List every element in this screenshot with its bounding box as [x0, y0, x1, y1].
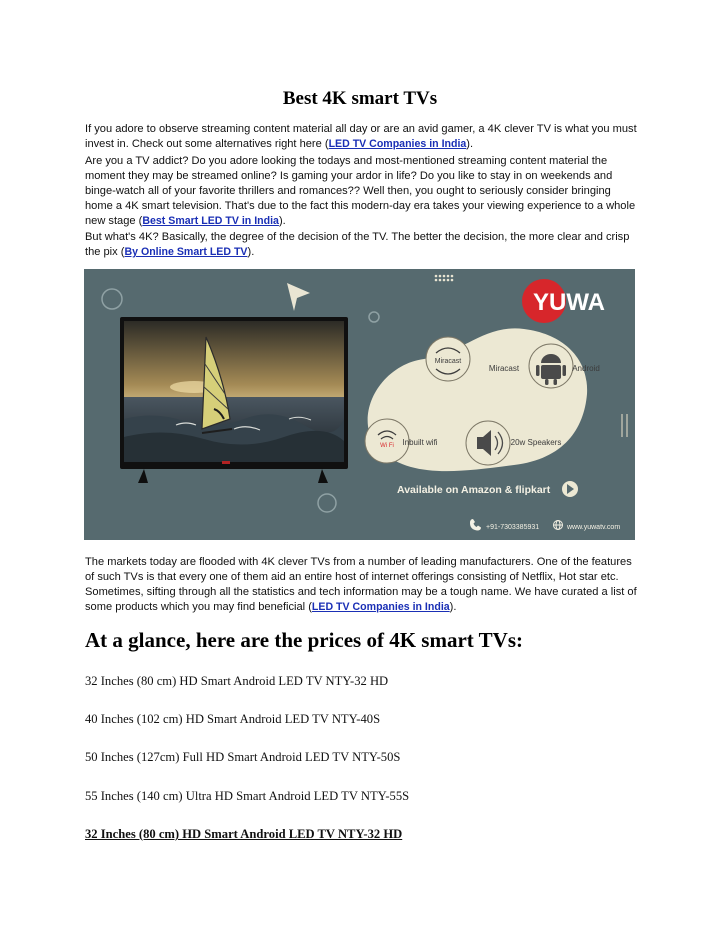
tv-32-subheading: 32 Inches (80 cm) HD Smart Android LED TV NTY-32 HD — [85, 827, 403, 841]
phone-icon — [470, 519, 481, 531]
best-smart-led-tv-link[interactable]: Best Smart LED TV in India — [142, 215, 279, 228]
what-4k-text: But what's 4K? Basically, the degree of the decision of the TV. The better the decision, the more clear and crisp the pix ( — [85, 231, 630, 259]
intro-close: ). — [466, 138, 474, 151]
availability-text: Available on Amazon & flipkart — [397, 484, 551, 496]
addict-close: ). — [278, 215, 286, 228]
android-label: Android — [572, 364, 600, 373]
tv-item-50: 50 Inches (127cm) Full HD Smart Android LED TV NTY-50S — [85, 750, 401, 764]
wifi-label: Inbuilt wifi — [402, 438, 438, 447]
what-4k-close: ). — [247, 246, 255, 259]
website: www.yuwatv.com — [567, 524, 621, 531]
miracast-badge: Miracast — [434, 358, 462, 365]
prices-heading: At a glance, here are the prices of 4K smart TVs: — [85, 628, 523, 652]
deco-circle-1 — [102, 289, 122, 309]
tv-item-40: 40 Inches (102 cm) HD Smart Android LED TV NTY-40S — [85, 712, 381, 726]
by-online-smart-led-tv-link[interactable]: By Online Smart LED TV — [124, 246, 248, 259]
tv-illustration — [120, 317, 348, 483]
phone-number: +91-7303385931 — [486, 524, 540, 531]
banner-graphic — [84, 269, 635, 540]
intro-paragraph — [85, 122, 637, 152]
miracast-label: Miracast — [488, 364, 520, 373]
deco-circle-3 — [318, 494, 336, 512]
deco-vertical-lines — [622, 414, 627, 437]
deco-arrow-icon — [287, 283, 310, 311]
yuwa-tv-banner — [84, 269, 635, 540]
led-tv-companies-link-2[interactable]: LED TV Companies in India — [311, 601, 450, 614]
deco-circle-2 — [369, 312, 379, 322]
markets-close: ). — [449, 601, 457, 614]
intro-text: If you adore to observe streaming content material all day or are an avid gamer, a 4K clever TV is what you must invest in. Check out some alternatives right here ( — [85, 123, 637, 151]
wifi-badge: Wi Fi — [380, 443, 394, 449]
led-tv-companies-link[interactable]: LED TV Companies in India — [328, 138, 467, 151]
addict-text: Are you a TV addict? Do you adore looking the todays and most-mentioned streaming content material the moment they may be streamed online? Is gaming your ardor in life? Do you like to stay in on weekends and binge-watch all of your favorite thrillers and romances?? Well then, you ought to seriously consider bringing home a 4K smart television. That's due to the fact this modern-day era takes your viewing experience to a whole new stage ( — [85, 155, 636, 228]
deco-dots — [435, 275, 454, 282]
markets-text: The markets today are flooded with 4K clever TVs from a number of leading manufacturers. One of the features of such TVs is that every one of them aid an entire host of internet offerings consisting of Netflix, Hot star etc. Sometimes, sifting through all the statistics and tech information may be a tough name. We have curated a list of some products which you may find beneficial ( — [85, 556, 637, 614]
brand-name: YUWA — [533, 289, 605, 316]
globe-icon — [554, 521, 563, 530]
markets-paragraph — [85, 555, 637, 615]
tv-item-32: 32 Inches (80 cm) HD Smart Android LED TV NTY-32 HD — [85, 674, 389, 688]
addict-paragraph — [85, 154, 637, 229]
speakers-label: 20w Speakers — [510, 438, 562, 447]
what-4k-paragraph — [85, 230, 637, 260]
page-title: Best 4K smart TVs — [282, 88, 438, 109]
tv-item-55: 55 Inches (140 cm) Ultra HD Smart Android LED TV NTY-55S — [85, 789, 410, 803]
